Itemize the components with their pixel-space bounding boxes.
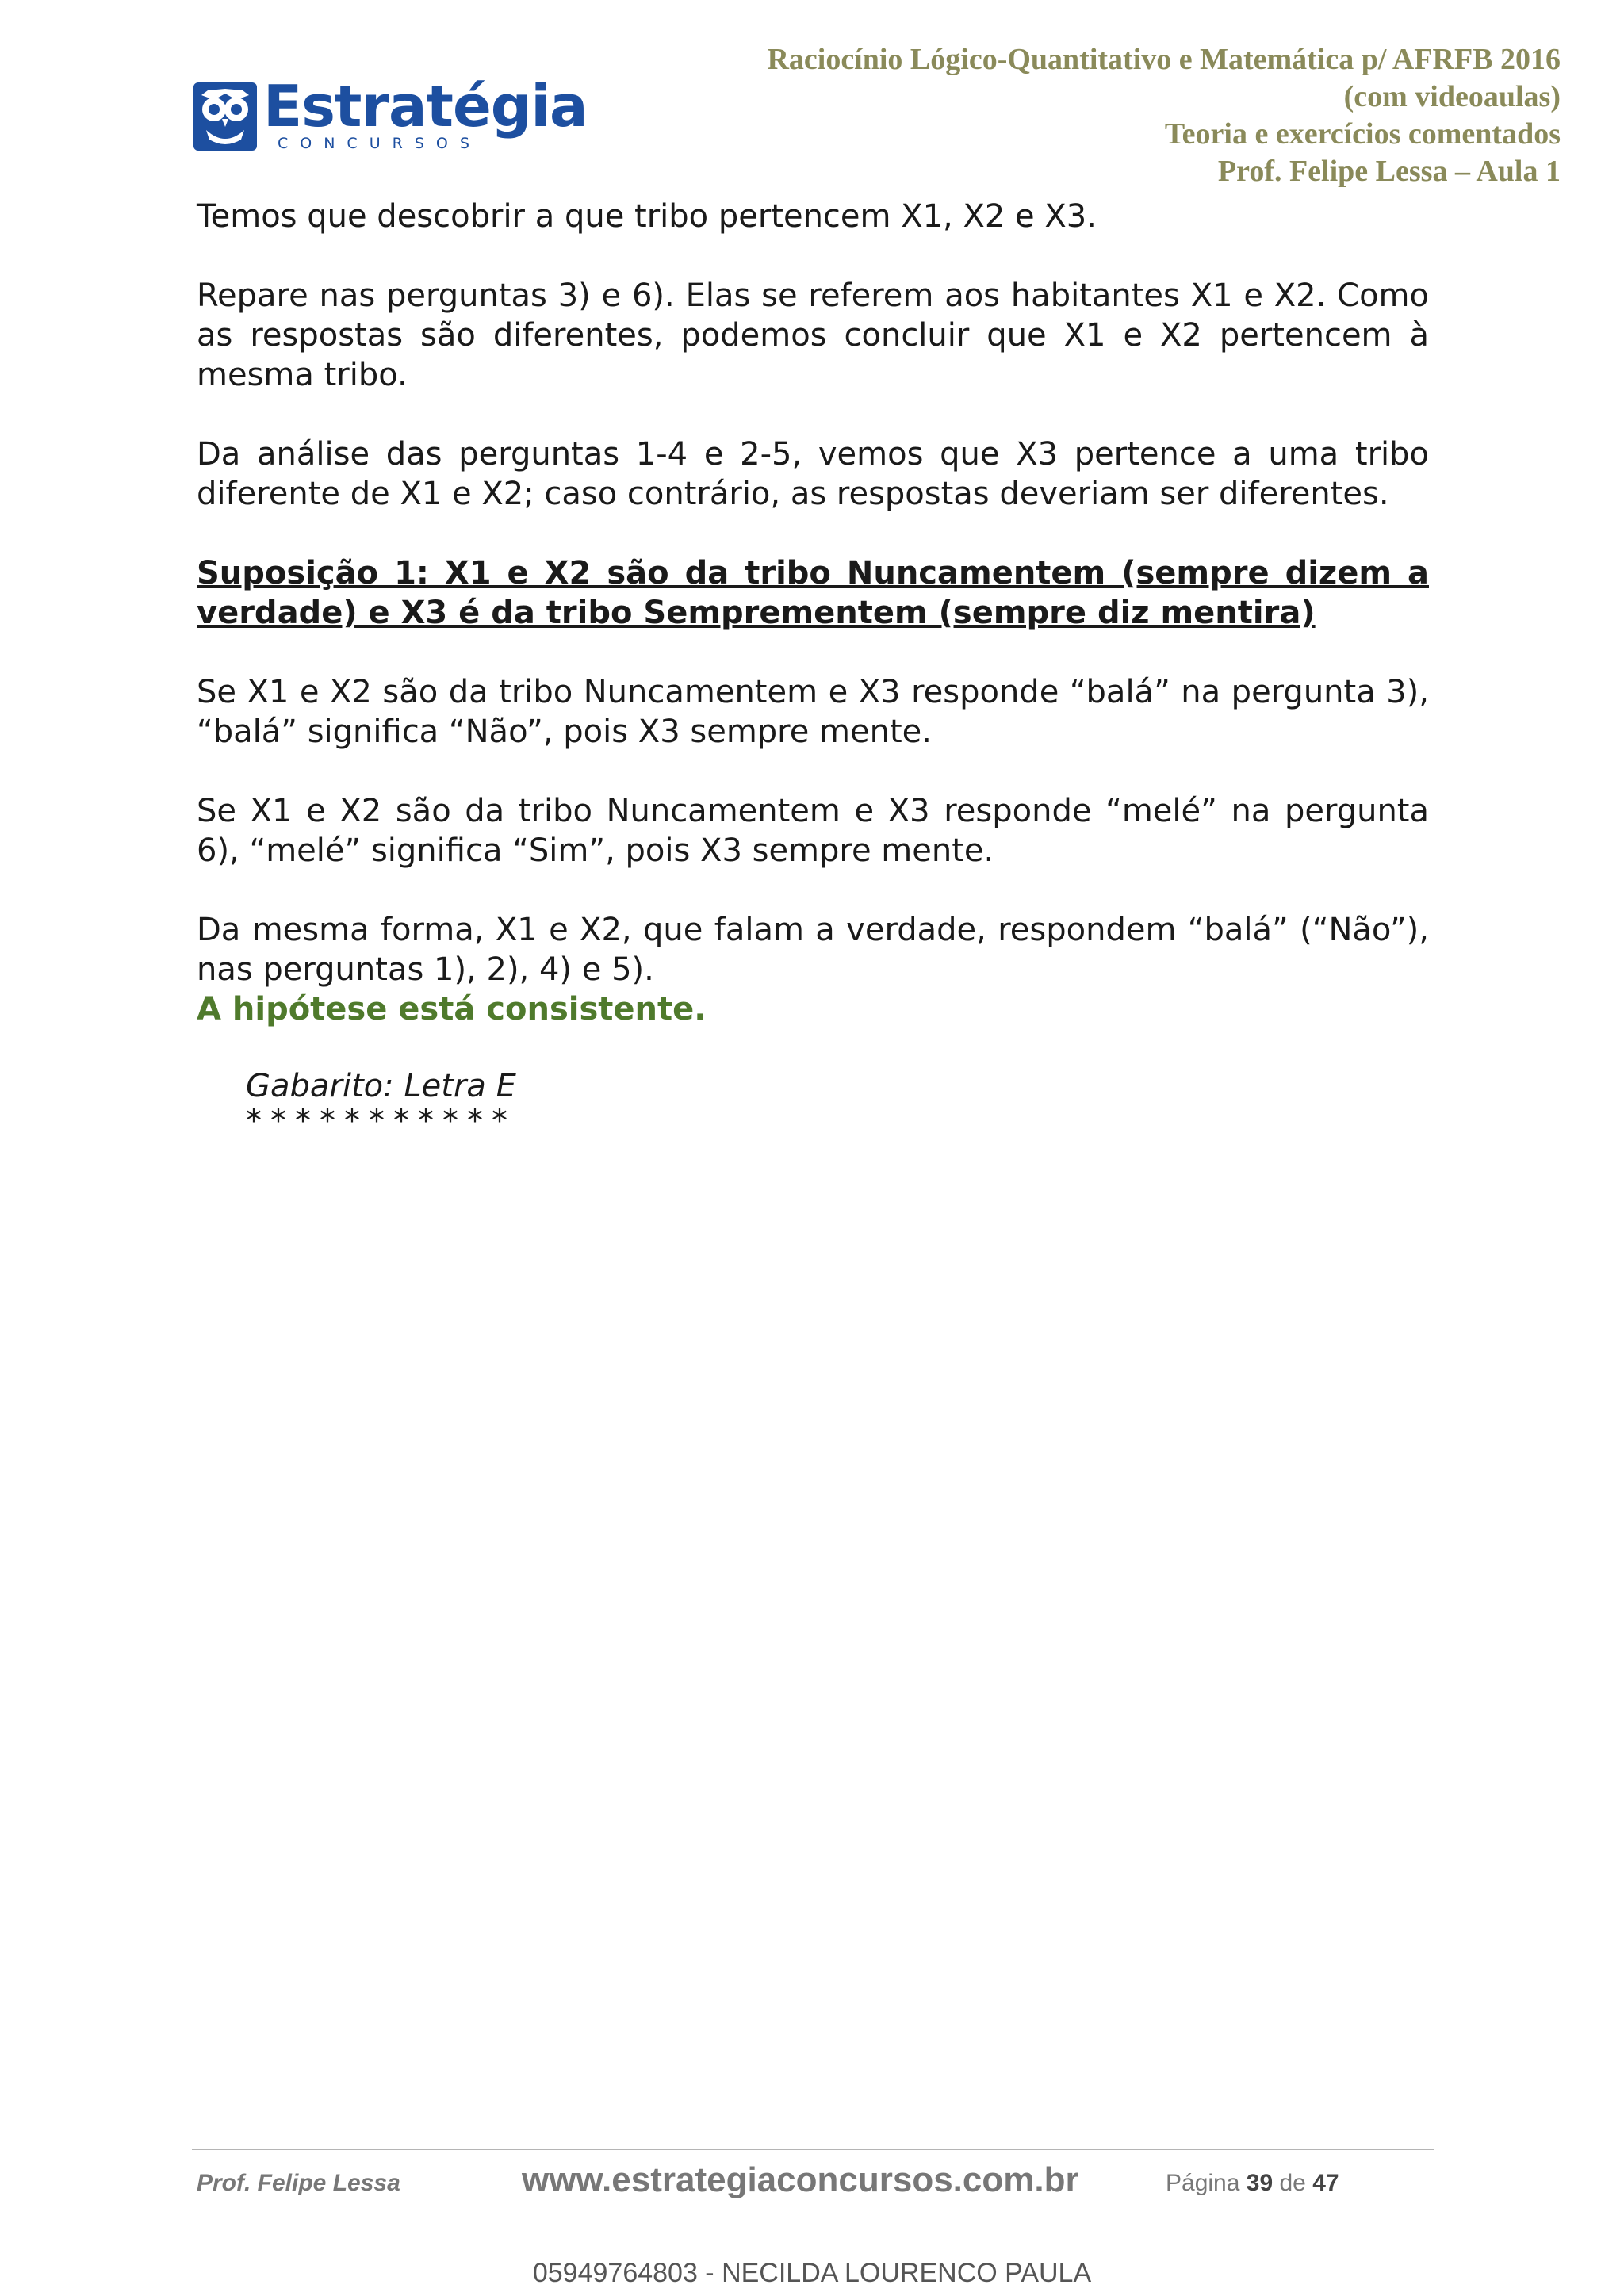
- course-lesson: Prof. Felipe Lessa – Aula 1: [1217, 155, 1561, 188]
- footer-website-link[interactable]: www.estrategiaconcursos.com.br: [522, 2160, 1079, 2199]
- paragraph: Da mesma forma, X1 e X2, que falam a verdade, respondem “balá” (“Não”), nas perguntas 1), 2), 4) e 5).: [197, 912, 1429, 988]
- answer-key: Gabarito: Letra E: [246, 1068, 516, 1104]
- watermark: 05949764803 - NECILDA LOURENCO PAULA: [532, 2258, 1092, 2288]
- supposition-heading: Suposição 1: X1 e X2 são da tribo Nuncamentem (sempre dizem a verdade) e X3 é da tribo Semprementem (sempre diz mentira): [197, 555, 1429, 631]
- brand-name: Estratégia: [263, 73, 588, 140]
- course-title: Raciocínio Lógico-Quantitativo e Matemática p/ AFRFB 2016: [767, 43, 1561, 76]
- estrategia-logo: [193, 73, 588, 155]
- paragraph: Se X1 e X2 são da tribo Nuncamentem e X3 responde “balá” na pergunta 3), “balá” significa “Não”, pois X3 sempre mente.: [197, 674, 1429, 750]
- page-content: [197, 197, 1429, 1138]
- course-subtitle: (com videoaulas): [1343, 80, 1561, 113]
- course-description: Teoria e exercícios comentados: [1164, 117, 1561, 151]
- paragraph: Da análise das perguntas 1-4 e 2-5, vemos que X3 pertence a uma tribo diferente de X1 e X2; caso contrário, as respostas deveriam ser diferentes.: [197, 436, 1429, 512]
- brand-subtitle: CONCURSOS: [278, 135, 481, 152]
- owl-logo-icon: [193, 82, 257, 151]
- page-number: Página 39 de 47: [1166, 2170, 1339, 2196]
- footer-author: Prof. Felipe Lessa: [197, 2170, 400, 2196]
- paragraph: Temos que descobrir a que tribo pertencem X1, X2 e X3.: [197, 198, 1097, 235]
- separator-stars: ***********: [246, 1103, 516, 1139]
- footer-divider: [192, 2149, 1434, 2150]
- course-header: [767, 41, 1561, 190]
- page-footer: [197, 2160, 1429, 2208]
- paragraph: Repare nas perguntas 3) e 6). Elas se referem aos habitantes X1 e X2. Como as respostas são diferentes, podemos concluir que X1 e X2 pertencem à mesma tribo.: [197, 277, 1429, 393]
- conclusion-text: A hipótese está consistente.: [197, 991, 707, 1027]
- paragraph: Se X1 e X2 são da tribo Nuncamentem e X3 responde “melé” na pergunta 6), “melé” significa “Sim”, pois X3 sempre mente.: [197, 793, 1429, 869]
